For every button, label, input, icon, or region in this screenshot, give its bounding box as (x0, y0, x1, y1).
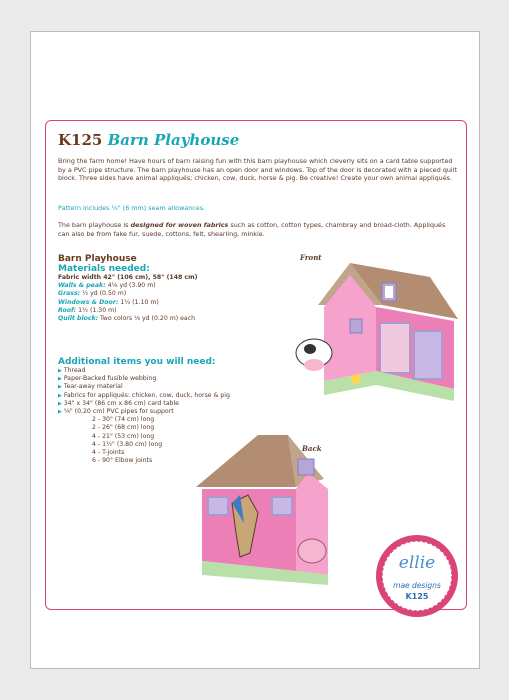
material-item: Grass: ½ yd (0.50 m) (58, 290, 127, 298)
list-item: ▶ Paper-Backed fusible webbing (58, 375, 157, 383)
material-item: Roof: 1½ (1.30 m) (58, 306, 117, 314)
fabric-width: Fabric width 42" (106 cm), 58" (148 cm) (58, 274, 198, 281)
logo-code: K125 (405, 592, 429, 601)
pipe-item: 4 - T-joints (92, 449, 125, 457)
logo-script: ellie (398, 553, 436, 573)
content-frame (45, 120, 467, 610)
pattern-title (58, 131, 239, 149)
additional-heading: Additional items you will need: (58, 357, 216, 367)
fabric-emphasis: designed for woven fabrics (130, 221, 229, 229)
pattern-code: K125 (58, 131, 103, 149)
logo-brand: mae designs (393, 581, 441, 590)
front-label: Front (300, 253, 322, 262)
bullet-icon: ▶ (58, 376, 62, 383)
material-item: Walls & peak: 4⅛ yd (3.90 m) (58, 282, 156, 290)
materials-subheading: Materials needed: (58, 264, 150, 274)
list-item: ▶ 34" x 34" (86 cm x 86 cm) card table (58, 399, 179, 407)
list-item: ▶ ⅝" (0.20 cm) PVC pipes for support (58, 408, 174, 416)
seam-allowance-note: Pattern includes ¼" (6 mm) seam allowances. (58, 204, 206, 212)
logo-seal (374, 533, 460, 619)
bullet-icon: ▶ (58, 409, 62, 416)
bullet-icon: ▶ (58, 384, 62, 391)
pipe-item: 2 - 26" (68 cm) long (92, 424, 155, 432)
intro-text: Bring the farm home! Have hours of barn raising fun with this barn playhouse which cleverly sits on a card table supported by a PVC pipe structure. The barn playhouse has an open door and windows. Top of the door is decorated with a pieced quilt block. Three sides have animal appliqués; chicken, cow, duck, horse & pig. Be creative! Create your own animal appliqués. (58, 157, 457, 183)
material-item: Windows & Door: 1¼ (1.10 m) (58, 298, 159, 306)
front-barn-illustration (290, 261, 466, 411)
ellie-mae-logo (374, 533, 460, 619)
pattern-name: Barn Playhouse (107, 131, 240, 149)
list-item: ▶ Fabrics for appliqués: chicken, cow, duck, horse & pig (58, 391, 230, 399)
back-barn-illustration (188, 433, 364, 593)
back-label: Back (302, 444, 322, 453)
bullet-icon: ▶ (58, 392, 62, 399)
pipe-item: 6 - 90° Elbow joints (92, 457, 153, 465)
material-item: Quilt block: Two colors ⅛ yd (0.20 m) each (58, 315, 196, 323)
bullet-icon: ▶ (58, 368, 62, 374)
materials-section (58, 254, 258, 323)
materials-heading: Barn Playhouse (58, 254, 137, 264)
fabric-note: The barn playhouse is designed for woven fabrics such as cotton, cotton types, chambray and broad-cloth. Appliqués can also be from fake fur, suede, cottons, felt, shearling, minkie. (58, 221, 446, 238)
pipe-item: 4 - 21" (53 cm) long (92, 432, 155, 440)
pipe-item: 4 - 1½" (3.80 cm) long (92, 440, 163, 448)
list-item: ▶ Tear-away material (58, 383, 123, 391)
pattern-page (30, 31, 480, 669)
list-item: ▶ Thread (58, 367, 86, 374)
bullet-icon: ▶ (58, 400, 62, 407)
pipe-item: 2 - 30" (74 cm) long (92, 416, 155, 424)
